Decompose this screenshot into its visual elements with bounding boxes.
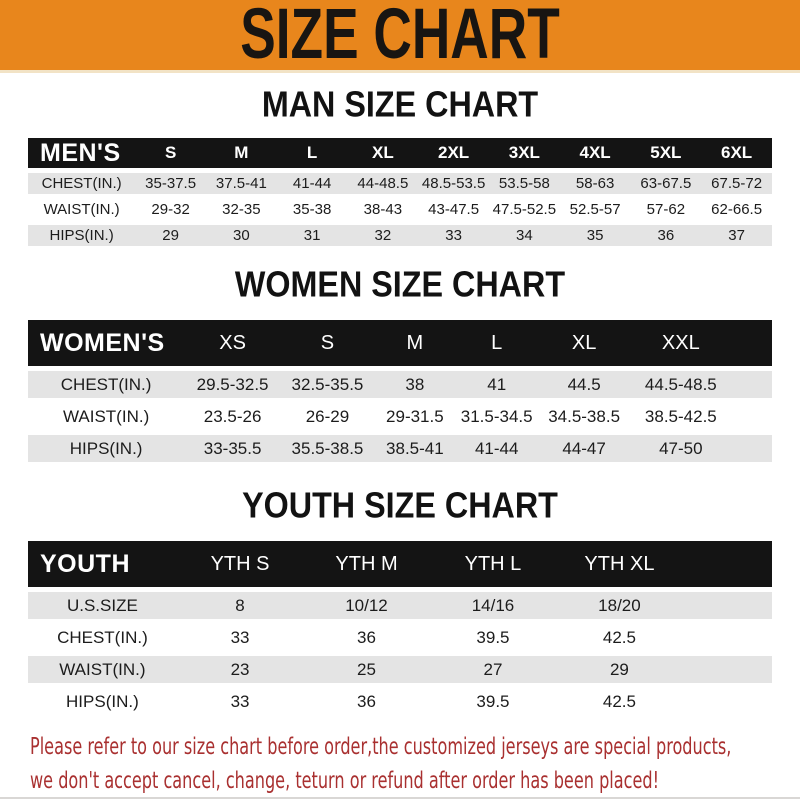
column-header: XL: [538, 320, 631, 366]
column-header: L: [277, 138, 348, 168]
cell-value: 14/16: [430, 592, 556, 619]
cell-value: 35.5-38.5: [281, 435, 374, 462]
column-header: YTH M: [303, 541, 429, 587]
cell-value: 62-66.5: [701, 199, 772, 220]
row-label: U.S.SIZE: [28, 592, 177, 619]
cell-value: 53.5-58: [489, 173, 560, 194]
cell-filler: [683, 624, 772, 651]
cell-value: 35-38: [277, 199, 348, 220]
cell-value: 44.5-48.5: [631, 371, 731, 398]
women-table-title: WOMEN'S: [28, 320, 184, 366]
cell-value: 29-32: [135, 199, 206, 220]
column-header: 3XL: [489, 138, 560, 168]
cell-value: 36: [630, 225, 701, 246]
header-filler: [731, 320, 772, 366]
cell-value: 29.5-32.5: [184, 371, 281, 398]
cell-value: 27: [430, 656, 556, 683]
cell-value: 35-37.5: [135, 173, 206, 194]
column-header: XS: [184, 320, 281, 366]
column-header: YTH L: [430, 541, 556, 587]
cell-value: 52.5-57: [560, 199, 631, 220]
cell-filler: [683, 688, 772, 715]
table-row: [28, 371, 772, 398]
cell-filler: [683, 656, 772, 683]
cell-filler: [731, 371, 772, 398]
cell-value: 32-35: [206, 199, 277, 220]
row-label: CHEST(IN.): [28, 371, 184, 398]
column-header: 4XL: [560, 138, 631, 168]
table-row: [28, 624, 772, 651]
cell-value: 39.5: [430, 688, 556, 715]
men-heading: MAN SIZE CHART: [261, 85, 539, 125]
table-row: [28, 403, 772, 430]
row-label: WAIST(IN.): [28, 656, 177, 683]
women-heading: WOMEN SIZE CHART: [234, 265, 566, 305]
cell-value: 35: [560, 225, 631, 246]
cell-value: 41: [456, 371, 538, 398]
cell-value: 38.5-41: [374, 435, 456, 462]
men-size-table: [28, 133, 772, 251]
row-label: WAIST(IN.): [28, 199, 135, 220]
column-header: YTH XL: [556, 541, 682, 587]
column-header: M: [206, 138, 277, 168]
cell-value: 30: [206, 225, 277, 246]
youth-section: [0, 487, 800, 720]
cell-value: 38: [374, 371, 456, 398]
cell-value: 48.5-53.5: [418, 173, 489, 194]
women-header-row: [28, 320, 772, 366]
column-header: L: [456, 320, 538, 366]
cell-value: 32: [347, 225, 418, 246]
banner-title: SIZE CHART: [240, 0, 560, 73]
cell-value: 38-43: [347, 199, 418, 220]
cell-value: 57-62: [630, 199, 701, 220]
cell-value: 33: [177, 624, 303, 651]
header-filler: [683, 541, 772, 587]
cell-value: 41-44: [456, 435, 538, 462]
column-header: YTH S: [177, 541, 303, 587]
size-chart-banner: [0, 0, 800, 73]
cell-value: 38.5-42.5: [631, 403, 731, 430]
cell-value: 34.5-38.5: [538, 403, 631, 430]
cell-value: 29: [135, 225, 206, 246]
row-label: CHEST(IN.): [28, 173, 135, 194]
row-label: HIPS(IN.): [28, 225, 135, 246]
youth-size-table: [28, 536, 772, 720]
youth-table-title: YOUTH: [28, 541, 177, 587]
row-label: WAIST(IN.): [28, 403, 184, 430]
women-section: [0, 266, 800, 467]
cell-value: 58-63: [560, 173, 631, 194]
cell-value: 47-50: [631, 435, 731, 462]
cell-filler: [731, 435, 772, 462]
row-label: CHEST(IN.): [28, 624, 177, 651]
column-header: XXL: [631, 320, 731, 366]
row-label: HIPS(IN.): [28, 435, 184, 462]
cell-value: 42.5: [556, 624, 682, 651]
cell-value: 8: [177, 592, 303, 619]
cell-value: 34: [489, 225, 560, 246]
column-header: XL: [347, 138, 418, 168]
men-table-title: MEN'S: [28, 138, 135, 168]
cell-value: 67.5-72: [701, 173, 772, 194]
women-size-table: [28, 315, 772, 467]
cell-value: 43-47.5: [418, 199, 489, 220]
table-row: [28, 173, 772, 194]
footer-note: [30, 730, 800, 798]
footer-note-line-1: Please refer to our size chart before order,the customized jerseys are special products,: [30, 734, 732, 760]
column-header: S: [135, 138, 206, 168]
cell-value: 23.5-26: [184, 403, 281, 430]
cell-value: 32.5-35.5: [281, 371, 374, 398]
cell-value: 31: [277, 225, 348, 246]
column-header: S: [281, 320, 374, 366]
table-row: [28, 225, 772, 246]
cell-value: 37.5-41: [206, 173, 277, 194]
youth-heading: YOUTH SIZE CHART: [242, 486, 558, 526]
row-label: HIPS(IN.): [28, 688, 177, 715]
cell-value: 44-47: [538, 435, 631, 462]
column-header: 6XL: [701, 138, 772, 168]
cell-value: 26-29: [281, 403, 374, 430]
cell-value: 63-67.5: [630, 173, 701, 194]
size-chart-sections: [0, 86, 800, 720]
bottom-divider: [0, 797, 800, 799]
men-section: [0, 86, 800, 251]
cell-value: 37: [701, 225, 772, 246]
footer-note-line-2: we don't accept cancel, change, teturn or refund after order has been placed!: [30, 768, 660, 794]
cell-value: 36: [303, 624, 429, 651]
cell-value: 44.5: [538, 371, 631, 398]
table-row: [28, 656, 772, 683]
cell-value: 25: [303, 656, 429, 683]
column-header: 5XL: [630, 138, 701, 168]
cell-value: 23: [177, 656, 303, 683]
table-row: [28, 688, 772, 715]
table-row: [28, 435, 772, 462]
cell-value: 36: [303, 688, 429, 715]
cell-value: 29: [556, 656, 682, 683]
cell-value: 18/20: [556, 592, 682, 619]
cell-value: 33: [418, 225, 489, 246]
column-header: M: [374, 320, 456, 366]
cell-value: 10/12: [303, 592, 429, 619]
cell-value: 39.5: [430, 624, 556, 651]
column-header: 2XL: [418, 138, 489, 168]
table-row: [28, 199, 772, 220]
table-row: [28, 592, 772, 619]
cell-value: 41-44: [277, 173, 348, 194]
youth-header-row: [28, 541, 772, 587]
cell-value: 42.5: [556, 688, 682, 715]
cell-value: 29-31.5: [374, 403, 456, 430]
cell-value: 44-48.5: [347, 173, 418, 194]
cell-value: 47.5-52.5: [489, 199, 560, 220]
cell-value: 33: [177, 688, 303, 715]
cell-filler: [731, 403, 772, 430]
cell-filler: [683, 592, 772, 619]
cell-value: 33-35.5: [184, 435, 281, 462]
men-header-row: [28, 138, 772, 168]
cell-value: 31.5-34.5: [456, 403, 538, 430]
